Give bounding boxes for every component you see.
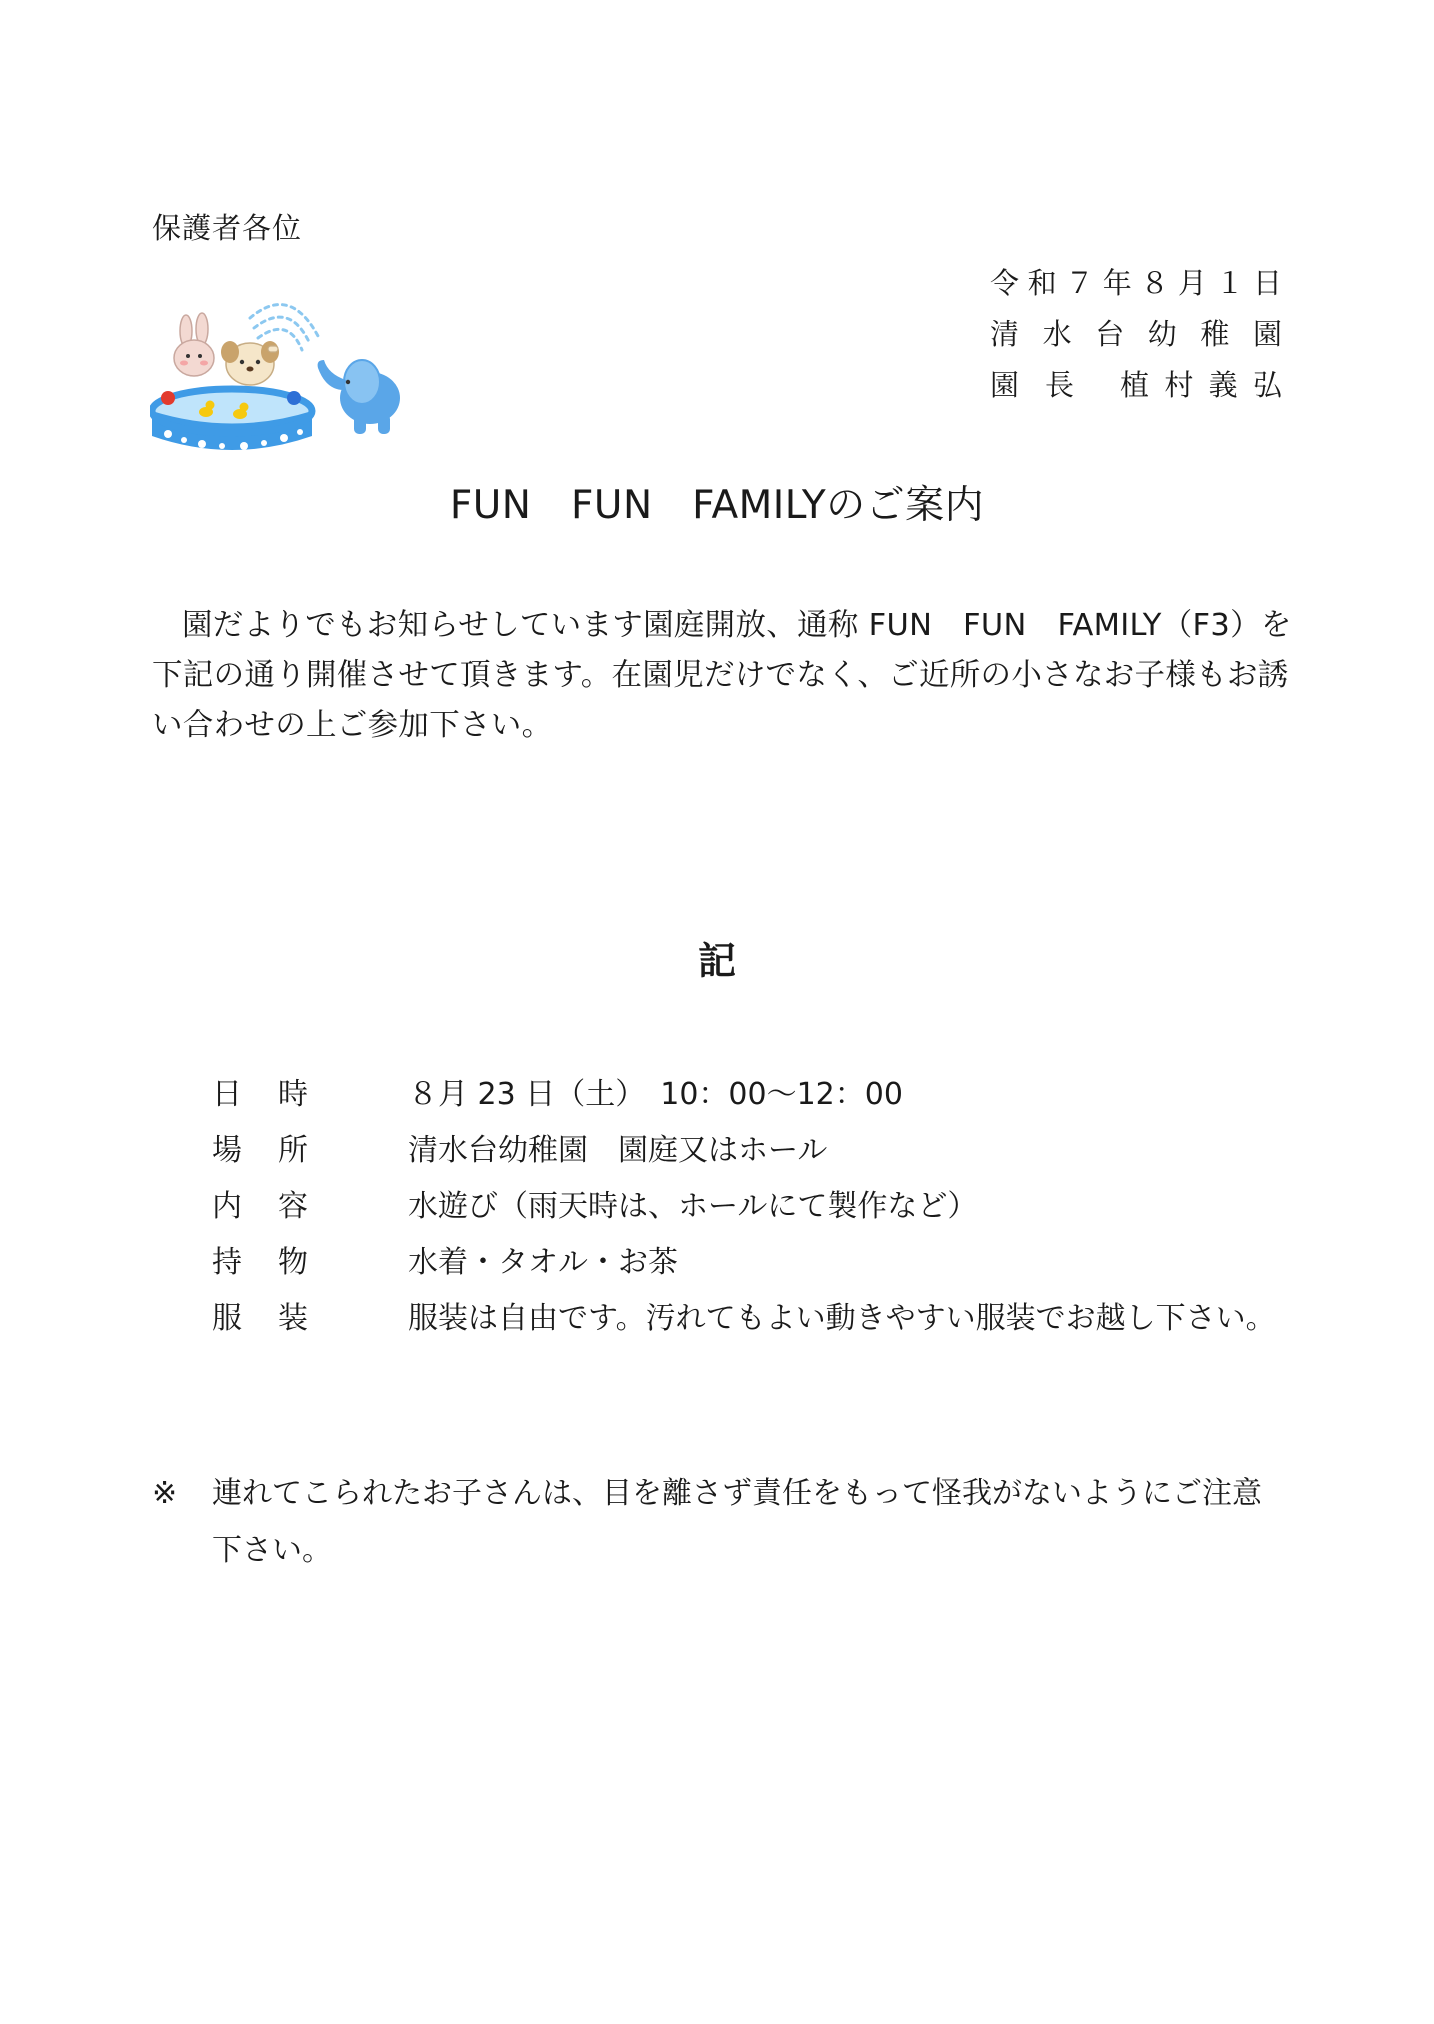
detail-row-place bbox=[212, 1119, 1276, 1175]
school-char: 清 bbox=[990, 317, 1020, 351]
school-char: 園 bbox=[1252, 317, 1282, 351]
role-char: 園 bbox=[990, 368, 1020, 402]
detail-value: 水遊び（雨天時は、ホールにて製作など） bbox=[408, 1189, 978, 1224]
water-spray-icon bbox=[250, 305, 318, 350]
school-char: 稚 bbox=[1200, 317, 1230, 351]
school-name bbox=[990, 309, 1282, 360]
principal-name bbox=[1120, 360, 1282, 411]
date-char: 日 bbox=[1252, 266, 1282, 300]
school-char: 幼 bbox=[1147, 317, 1177, 351]
name-char: 村 bbox=[1164, 368, 1194, 402]
puppy-icon bbox=[221, 341, 279, 385]
principal bbox=[990, 360, 1282, 411]
principal-title bbox=[990, 360, 1074, 411]
issue-date bbox=[990, 258, 1282, 309]
rabbit-icon bbox=[174, 313, 214, 376]
school-char: 台 bbox=[1095, 317, 1125, 351]
detail-value: 水着・タオル・お茶 bbox=[408, 1245, 678, 1280]
pool-illustration bbox=[150, 286, 418, 464]
note bbox=[152, 1465, 1292, 1579]
intro-text: 園だよりでもお知らせしています園庭開放、通称 FUN FUN FAMILY（F3）を下記の通り開催させて頂きます。在園児だけでなく、ご近所の小さなお子様もお誘い合わせの上ご参加下さい。 bbox=[152, 608, 1292, 743]
date-char: ７ bbox=[1065, 266, 1095, 300]
date-char: 令 bbox=[990, 266, 1020, 300]
detail-row-datetime bbox=[212, 1063, 1276, 1119]
name-char: 義 bbox=[1208, 368, 1238, 402]
date-char: ８ bbox=[1140, 266, 1170, 300]
school-char: 水 bbox=[1042, 317, 1072, 351]
ki-heading: 記 bbox=[697, 939, 736, 983]
note-line-1: 連れてこられたお子さんは、目を離さず責任をもって怪我がないようにご注意 bbox=[212, 1476, 1262, 1511]
date-char: 和 bbox=[1027, 266, 1057, 300]
sender-block bbox=[990, 258, 1282, 411]
role-char: 長 bbox=[1044, 368, 1074, 402]
detail-label: 日 時 bbox=[212, 1077, 308, 1112]
detail-value: ８月 23 日（土） 10：00～12：00 bbox=[408, 1077, 903, 1112]
detail-label: 持 物 bbox=[212, 1245, 308, 1280]
details-list bbox=[212, 1063, 1276, 1343]
name-char: 弘 bbox=[1252, 368, 1282, 402]
addressee: 保護者各位 bbox=[152, 211, 303, 245]
intro-paragraph bbox=[152, 601, 1292, 751]
name-char: 植 bbox=[1120, 368, 1150, 402]
detail-value: 清水台幼稚園 園庭又はホール bbox=[408, 1133, 828, 1168]
note-mark: ※ bbox=[152, 1476, 178, 1511]
date-char: １ bbox=[1215, 266, 1245, 300]
date-char: 月 bbox=[1177, 266, 1207, 300]
detail-label: 場 所 bbox=[212, 1133, 308, 1168]
detail-label: 服 装 bbox=[212, 1301, 308, 1336]
document-title: FUN FUN FAMILYのご案内 bbox=[449, 483, 985, 528]
detail-row-attire bbox=[212, 1287, 1276, 1343]
detail-label: 内 容 bbox=[212, 1189, 308, 1224]
detail-row-content bbox=[212, 1175, 1276, 1231]
note-line-2: 下さい。 bbox=[212, 1533, 332, 1568]
date-char: 年 bbox=[1102, 266, 1132, 300]
detail-row-belongings bbox=[212, 1231, 1276, 1287]
detail-value: 服装は自由です。汚れてもよい動きやすい服装でお越し下さい。 bbox=[408, 1301, 1276, 1336]
elephant-icon bbox=[318, 360, 400, 434]
